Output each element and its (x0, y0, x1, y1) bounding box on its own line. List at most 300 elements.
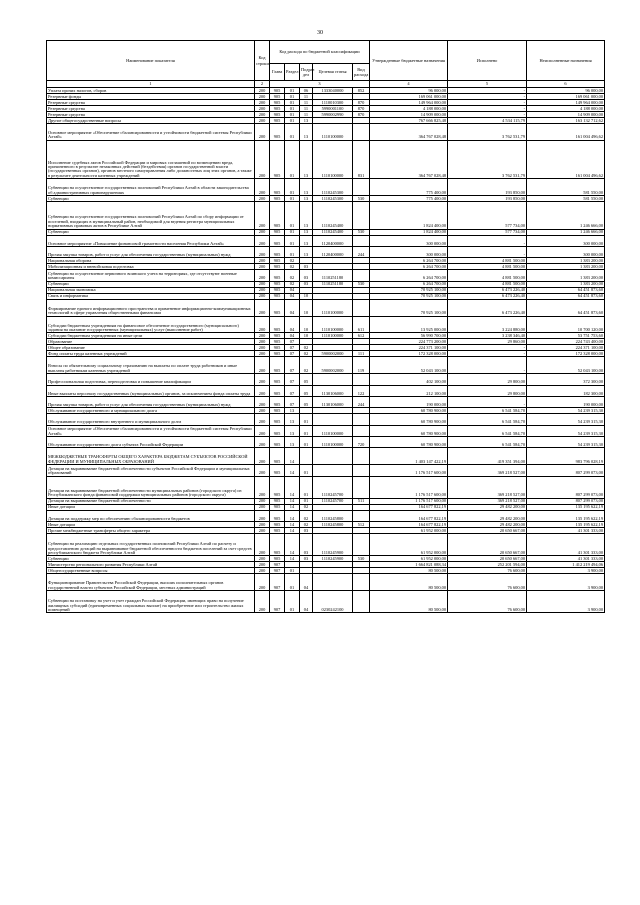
row-glava: 905 (270, 357, 285, 374)
row-glava: 905 (270, 258, 285, 264)
row-executed: 76 600,00 (448, 591, 527, 613)
table-row (47, 357, 605, 374)
row-glava: 907 (270, 568, 285, 574)
row-approved: 164 677 822,19 (370, 522, 448, 528)
row-executed: 419 351 394,00 (448, 448, 527, 465)
row-glava: 905 (270, 345, 285, 351)
header-unexecuted: Неисполненные назначения (527, 41, 605, 81)
row-name: МЕЖБЮДЖЕТНЫЕ ТРАНСФЕРТЫ ОБЩЕГО ХАРАКТЕРА БЮДЖЕТАМ СУБЪЕКТОВ РОССИЙСКОЙ ФЕДЕРАЦИИ И МУНИЦИПАЛЬНЫХ ОБРАЗОВАНИЙ (47, 448, 255, 465)
row-approved: 149 964 000,00 (370, 100, 448, 106)
row-target: 1110251180 (313, 281, 353, 287)
row-approved: 1 824 400,00 (370, 229, 448, 235)
row-razdel: 02 (285, 258, 300, 264)
row-approved: 60 780 900,00 (370, 414, 448, 425)
row-vid: 530 (353, 281, 370, 287)
table-row (47, 591, 605, 613)
row-podrazdel: 03 (300, 270, 313, 281)
row-vid (353, 425, 370, 436)
row-razdel: 07 (285, 396, 300, 407)
row-name: Субвенции на осуществление государственных полномочий Республики Алтай по сбору информации от поселений, входящих в муниципальный район, необходимой для ведения регистра муниципальных нормативных правовых актов в Республике Алтай (47, 201, 255, 229)
row-razdel: 02 (285, 270, 300, 281)
row-razdel: 13 (285, 425, 300, 436)
row-vid: 512 (353, 522, 370, 528)
row-podrazdel: 10 (300, 333, 313, 339)
row-vid: 870 (353, 112, 370, 118)
row-podrazdel: 13 (300, 195, 313, 201)
table-row (47, 498, 605, 504)
row-name: Уплата прочих налогов, сборов (47, 88, 255, 94)
row-glava: 905 (270, 112, 285, 118)
row-unexecuted: 161 004 496,62 (527, 124, 605, 141)
row-razdel: 14 (285, 510, 300, 521)
row-glava: 905 (270, 270, 285, 281)
row-glava: 905 (270, 124, 285, 141)
row-glava: 905 (270, 264, 285, 270)
row-podrazdel: 11 (300, 106, 313, 112)
row-code: 200 (255, 281, 270, 287)
row-razdel: 01 (285, 246, 300, 257)
row-vid: 244 (353, 396, 370, 407)
header-code: Код строки (255, 41, 270, 81)
row-executed: 252 201 594,00 (448, 562, 527, 568)
row-razdel: 01 (285, 201, 300, 229)
col-number-1: 1 (47, 81, 255, 88)
row-name: Обслуживание государственного долга субъекта Российской Федерации (47, 437, 255, 448)
row-unexecuted: 54 239 315,30 (527, 414, 605, 425)
row-approved: 767 666 825,48 (370, 118, 448, 124)
row-approved: 775 400,00 (370, 195, 448, 201)
row-podrazdel: 01 (300, 425, 313, 436)
row-executed: 4 881 500,00 (448, 281, 527, 287)
row-podrazdel: 13 (300, 246, 313, 257)
row-target: 1110100000 (313, 425, 353, 436)
row-name: Субвенции на осуществление государственных полномочий Республики Алтай в области законодательства об административных правонарушениях (47, 179, 255, 196)
row-unexecuted: 1 383 200,00 (527, 264, 605, 270)
row-unexecuted: 64 451 873,60 (527, 287, 605, 293)
row-name: Субвенции на осуществление первичного воинского учета на территориях, где отсутствуют военные комиссариаты (47, 270, 255, 281)
row-executed: 577 734,00 (448, 201, 527, 229)
row-executed: - (448, 112, 527, 118)
row-name: Функционирование Правительства Российской Федерации, высших исполнительных органов государственной власти субъектов Российской Федерации, местных администраций (47, 574, 255, 591)
row-executed: 6 541 584,70 (448, 408, 527, 414)
row-target: 1333040000 (313, 88, 353, 94)
row-code: 200 (255, 258, 270, 264)
row-target: 5990002990 (313, 112, 353, 118)
row-executed: 3 762 531,79 (448, 124, 527, 141)
col-number-6: 6 (527, 81, 605, 88)
row-code: 200 (255, 396, 270, 407)
row-name: Мобилизационная и вневойсковая подготовка (47, 264, 255, 270)
row-razdel: 01 (285, 195, 300, 201)
row-target: 1110245300 (313, 179, 353, 196)
row-razdel: 07 (285, 351, 300, 357)
row-razdel: 01 (285, 179, 300, 196)
table-row (47, 396, 605, 407)
row-approved: 1 664 821 088,34 (370, 562, 448, 568)
row-executed: 6 473 226,40 (448, 299, 527, 316)
row-approved: 300 000,00 (370, 235, 448, 246)
header-vid: Вид расхода (353, 64, 370, 81)
row-executed: 29 482 200,00 (448, 522, 527, 528)
row-unexecuted: 135 195 622,19 (527, 510, 605, 521)
row-vid: 511 (353, 498, 370, 504)
row-razdel: 14 (285, 522, 300, 528)
row-name: Исполнение судебных актов Российской Федерации и мировых соглашений по возмещению вреда, причиненного в результате незаконных действий (бездействия) органов государственной власти (государственных органов), органов местного самоуправления либо должностных лиц этих органов, а также в результате деятельности казенных учреждений (47, 140, 255, 178)
row-glava: 905 (270, 465, 285, 476)
row-approved: 70 925 100,00 (370, 293, 448, 299)
table-row (47, 235, 605, 246)
row-unexecuted: 1 383 200,00 (527, 258, 605, 264)
row-executed: 4 881 500,00 (448, 264, 527, 270)
row-name: Фонд оплаты труда казенных учреждений (47, 351, 255, 357)
row-target (313, 414, 353, 425)
header-target: Целевая статья (313, 64, 353, 81)
row-approved: 6 264 700,00 (370, 258, 448, 264)
row-razdel: 02 (285, 264, 300, 270)
row-podrazdel: 10 (300, 299, 313, 316)
row-glava: 905 (270, 246, 285, 257)
row-approved: 14 909 000,00 (370, 112, 448, 118)
row-razdel: 01 (285, 124, 300, 141)
row-code: 200 (255, 140, 270, 178)
row-glava: 905 (270, 556, 285, 562)
row-name: Общее образование (47, 345, 255, 351)
row-unexecuted: 41 301 333,00 (527, 534, 605, 556)
row-approved: 164 677 822,19 (370, 504, 448, 510)
table-row (47, 465, 605, 476)
row-code: 200 (255, 448, 270, 465)
row-unexecuted: 64 451 873,60 (527, 293, 605, 299)
row-target: 1110245700 (313, 498, 353, 504)
row-approved: 96 000,00 (370, 88, 448, 94)
row-code: 200 (255, 465, 270, 476)
row-razdel: 01 (285, 106, 300, 112)
row-glava: 905 (270, 437, 285, 448)
row-name: Субвенции (47, 195, 255, 201)
row-razdel: 04 (285, 316, 300, 333)
row-approved: 364 767 028,48 (370, 140, 448, 178)
row-unexecuted: 135 195 622,19 (527, 504, 605, 510)
row-code: 200 (255, 510, 270, 521)
row-razdel: 14 (285, 556, 300, 562)
row-glava: 905 (270, 118, 285, 124)
row-glava: 905 (270, 179, 285, 196)
row-executed: - (448, 351, 527, 357)
row-executed: 29 800,00 (448, 374, 527, 385)
row-name: Субвенции (47, 281, 255, 287)
table-row (47, 574, 605, 591)
row-vid (353, 179, 370, 196)
row-unexecuted: 3 900,00 (527, 591, 605, 613)
row-vid: 852 (353, 88, 370, 94)
row-code: 200 (255, 504, 270, 510)
row-code: 200 (255, 293, 270, 299)
row-podrazdel: 05 (300, 374, 313, 385)
row-name: Иные дотации (47, 522, 255, 528)
row-vid (353, 414, 370, 425)
row-unexecuted: 807 299 073,00 (527, 498, 605, 504)
row-podrazdel: 04 (300, 591, 313, 613)
row-vid: 244 (353, 246, 370, 257)
row-razdel: 14 (285, 528, 300, 534)
row-target: 1110245300 (313, 195, 353, 201)
row-target: 1110245900 (313, 556, 353, 562)
row-glava: 905 (270, 528, 285, 534)
row-executed: 29 860,00 (448, 339, 527, 345)
row-name: Дотации на поддержку мер по обеспечению сбалансированности бюджетов (47, 510, 255, 521)
row-glava: 905 (270, 299, 285, 316)
row-razdel: 01 (285, 94, 300, 100)
header-glava: Глава (270, 64, 285, 81)
row-razdel: 04 (285, 299, 300, 316)
row-executed: - (448, 106, 527, 112)
row-glava: 905 (270, 522, 285, 528)
row-name: Основное мероприятие «Повышение финансовой грамотности населения Республики Алтай» (47, 235, 255, 246)
row-executed: - (448, 246, 527, 257)
row-razdel: 14 (285, 476, 300, 498)
row-podrazdel: 04 (300, 574, 313, 591)
row-target (313, 465, 353, 476)
row-glava: 905 (270, 374, 285, 385)
row-name: Иные дотации (47, 504, 255, 510)
row-approved: 164 677 822,19 (370, 510, 448, 521)
row-code: 200 (255, 385, 270, 396)
row-code: 200 (255, 229, 270, 235)
table-row (47, 476, 605, 498)
row-unexecuted: 172 328 000,00 (527, 351, 605, 357)
row-name: Национальная оборона (47, 258, 255, 264)
row-name: Дотации на выравнивание бюджетной обеспеченности (47, 498, 255, 504)
row-name: Обслуживание государственного внутреннего и муниципального долга (47, 414, 255, 425)
row-approved: 224 371 100,00 (370, 345, 448, 351)
row-razdel: 01 (285, 591, 300, 613)
row-approved: 172 328 000,00 (370, 351, 448, 357)
row-code: 200 (255, 270, 270, 281)
row-podrazdel: 13 (300, 235, 313, 246)
row-code: 200 (255, 106, 270, 112)
col-number-3: 3 (270, 81, 370, 88)
row-vid (353, 270, 370, 281)
table-row (47, 316, 605, 333)
row-approved: 61 952 000,00 (370, 528, 448, 534)
row-code: 200 (255, 476, 270, 498)
row-name: Резервные средства (47, 100, 255, 106)
table-row (47, 425, 605, 436)
row-target: 1110100000 (313, 299, 353, 316)
row-approved: 300 000,00 (370, 246, 448, 257)
row-code: 200 (255, 100, 270, 106)
row-target: 1110245700 (313, 476, 353, 498)
row-unexecuted: 53 751 753,60 (527, 333, 605, 339)
row-approved: 190 000,00 (370, 396, 448, 407)
row-executed: 29 800,00 (448, 385, 527, 396)
row-unexecuted: 14 909 000,00 (527, 112, 605, 118)
row-name: Основное мероприятие «Обеспечение сбалансированности и устойчивости бюджетной системы Республики Алтай» (47, 124, 255, 141)
row-podrazdel: 11 (300, 112, 313, 118)
row-podrazdel (300, 448, 313, 465)
header-name: Наименование показателя (47, 41, 255, 81)
row-executed: 76 600,00 (448, 574, 527, 591)
row-code: 200 (255, 316, 270, 333)
row-razdel: 01 (285, 118, 300, 124)
row-name: Дотации на выравнивание бюджетной обеспеченности субъектов Российской Федерации и муниципальных образований (47, 465, 255, 476)
row-code: 200 (255, 333, 270, 339)
row-unexecuted: 54 239 315,30 (527, 408, 605, 414)
row-approved: 1 176 517 600,00 (370, 476, 448, 498)
row-glava: 905 (270, 351, 285, 357)
row-razdel: 04 (285, 333, 300, 339)
row-glava: 905 (270, 396, 285, 407)
row-razdel: 14 (285, 448, 300, 465)
row-unexecuted: 3 900,00 (527, 574, 605, 591)
row-unexecuted: 190 000,00 (527, 396, 605, 407)
row-vid (353, 591, 370, 613)
row-name: Прочая закупка товаров, работ и услуг для обеспечения государственных (муниципальных) нужд (47, 396, 255, 407)
row-podrazdel: 13 (300, 229, 313, 235)
row-approved: 70 925 100,00 (370, 287, 448, 293)
col-number-4: 4 (370, 81, 448, 88)
row-podrazdel: 01 (300, 465, 313, 476)
row-podrazdel: 02 (300, 504, 313, 510)
row-name: Образование (47, 339, 255, 345)
row-unexecuted: 1 246 666,00 (527, 201, 605, 229)
row-razdel: 01 (285, 568, 300, 574)
row-razdel: 01 (285, 235, 300, 246)
row-code: 200 (255, 179, 270, 196)
row-vid: 870 (353, 106, 370, 112)
row-target: 1110100000 (313, 316, 353, 333)
table-row (47, 124, 605, 141)
row-approved: 1 176 517 600,00 (370, 465, 448, 476)
row-code: 200 (255, 246, 270, 257)
row-vid: 831 (353, 140, 370, 178)
row-unexecuted: 1 383 200,00 (527, 281, 605, 287)
row-executed: 29 482 200,00 (448, 510, 527, 521)
row-podrazdel: 13 (300, 201, 313, 229)
row-approved: 402 100,00 (370, 374, 448, 385)
row-executed: 4 534 115,79 (448, 118, 527, 124)
row-code: 200 (255, 299, 270, 316)
row-executed: 3 224 880,00 (448, 316, 527, 333)
row-vid: 612 (353, 333, 370, 339)
row-code: 200 (255, 534, 270, 556)
row-executed: - (448, 396, 527, 407)
row-approved: 169 061 000,00 (370, 94, 448, 100)
row-podrazdel: 11 (300, 100, 313, 106)
row-unexecuted: 41 301 333,00 (527, 528, 605, 534)
row-vid (353, 201, 370, 229)
row-razdel: 04 (285, 287, 300, 293)
col-number-2: 2 (255, 81, 270, 88)
row-name: Иные выплаты персоналу государственных (муниципальных) органов, за исключением фонда оплаты труда (47, 385, 255, 396)
row-executed: 29 482 200,00 (448, 504, 527, 510)
row-name: Формирование единого информационного пространства и применение информационно-коммуникационных технологий в сфере управления общественными финансами (47, 299, 255, 316)
col-number-5: 5 (448, 81, 527, 88)
row-executed: 20 650 667,00 (448, 556, 527, 562)
row-podrazdel: 13 (300, 118, 313, 124)
table-row (47, 201, 605, 229)
header-executed: Исполнено (448, 41, 527, 81)
row-unexecuted: 1 412 219 494,06 (527, 562, 605, 568)
table-row (47, 270, 605, 281)
row-vid: 530 (353, 195, 370, 201)
row-glava: 905 (270, 94, 285, 100)
row-approved: 212 100,00 (370, 385, 448, 396)
row-target: 1110245800 (313, 522, 353, 528)
row-approved: 6 264 700,00 (370, 281, 448, 287)
row-unexecuted: 807 299 073,00 (527, 465, 605, 476)
row-target: 1110100000 (313, 333, 353, 339)
row-target: 1130106000 (313, 385, 353, 396)
row-executed: 193 850,00 (448, 179, 527, 196)
row-vid: 530 (353, 556, 370, 562)
row-glava: 905 (270, 281, 285, 287)
row-unexecuted: 169 061 000,00 (527, 94, 605, 100)
row-glava: 905 (270, 425, 285, 436)
row-target: 1110010300 (313, 100, 353, 106)
row-unexecuted: 163 132 712,62 (527, 118, 605, 124)
row-podrazdel: 01 (300, 498, 313, 504)
row-executed: 369 218 527,00 (448, 476, 527, 498)
row-code: 200 (255, 574, 270, 591)
row-podrazdel: 02 (300, 345, 313, 351)
row-unexecuted: 300 000,00 (527, 246, 605, 257)
row-glava: 905 (270, 201, 285, 229)
row-razdel: 14 (285, 498, 300, 504)
row-unexecuted: 1 246 666,00 (527, 229, 605, 235)
row-razdel: 13 (285, 437, 300, 448)
row-code: 200 (255, 591, 270, 613)
row-glava: 905 (270, 448, 285, 465)
row-executed: - (448, 357, 527, 374)
row-approved: 1 176 517 600,00 (370, 498, 448, 504)
row-vid (353, 448, 370, 465)
row-target (313, 574, 353, 591)
row-name: Резервные средства (47, 112, 255, 118)
row-target: 1130106000 (313, 396, 353, 407)
row-unexecuted: 64 451 873,60 (527, 299, 605, 316)
row-approved: 52 043 100,00 (370, 357, 448, 374)
row-vid (353, 235, 370, 246)
row-podrazdel: 02 (300, 351, 313, 357)
row-target: 5900002000 (313, 351, 353, 357)
row-executed: 6 541 584,70 (448, 414, 527, 425)
row-glava: 905 (270, 106, 285, 112)
row-target: 1110100000 (313, 140, 353, 178)
row-glava: 905 (270, 414, 285, 425)
row-approved: 60 780 900,00 (370, 408, 448, 414)
row-code: 200 (255, 345, 270, 351)
row-glava: 907 (270, 562, 285, 568)
row-target: 1110245400 (313, 229, 353, 235)
row-podrazdel: 03 (300, 281, 313, 287)
row-glava: 905 (270, 534, 285, 556)
row-approved: 6 264 700,00 (370, 270, 448, 281)
row-glava: 905 (270, 510, 285, 521)
row-approved: 80 500,00 (370, 574, 448, 591)
row-target: 1120400000 (313, 235, 353, 246)
row-approved: 224 773 200,00 (370, 339, 448, 345)
row-target: 1110245800 (313, 510, 353, 521)
row-podrazdel: 13 (300, 179, 313, 196)
row-name: Субсидии бюджетным учреждениям на финансовое обеспечение государственного (муниципального) задания на оказание государственных (муниципальных) услуг (выполнение работ) (47, 316, 255, 333)
row-executed: 4 881 500,00 (448, 258, 527, 264)
row-code: 200 (255, 425, 270, 436)
row-podrazdel: 03 (300, 528, 313, 534)
row-executed: 4 881 500,00 (448, 270, 527, 281)
row-unexecuted: 372 300,00 (527, 374, 605, 385)
row-name: Прочие межбюджетные трансферты общего характера (47, 528, 255, 534)
